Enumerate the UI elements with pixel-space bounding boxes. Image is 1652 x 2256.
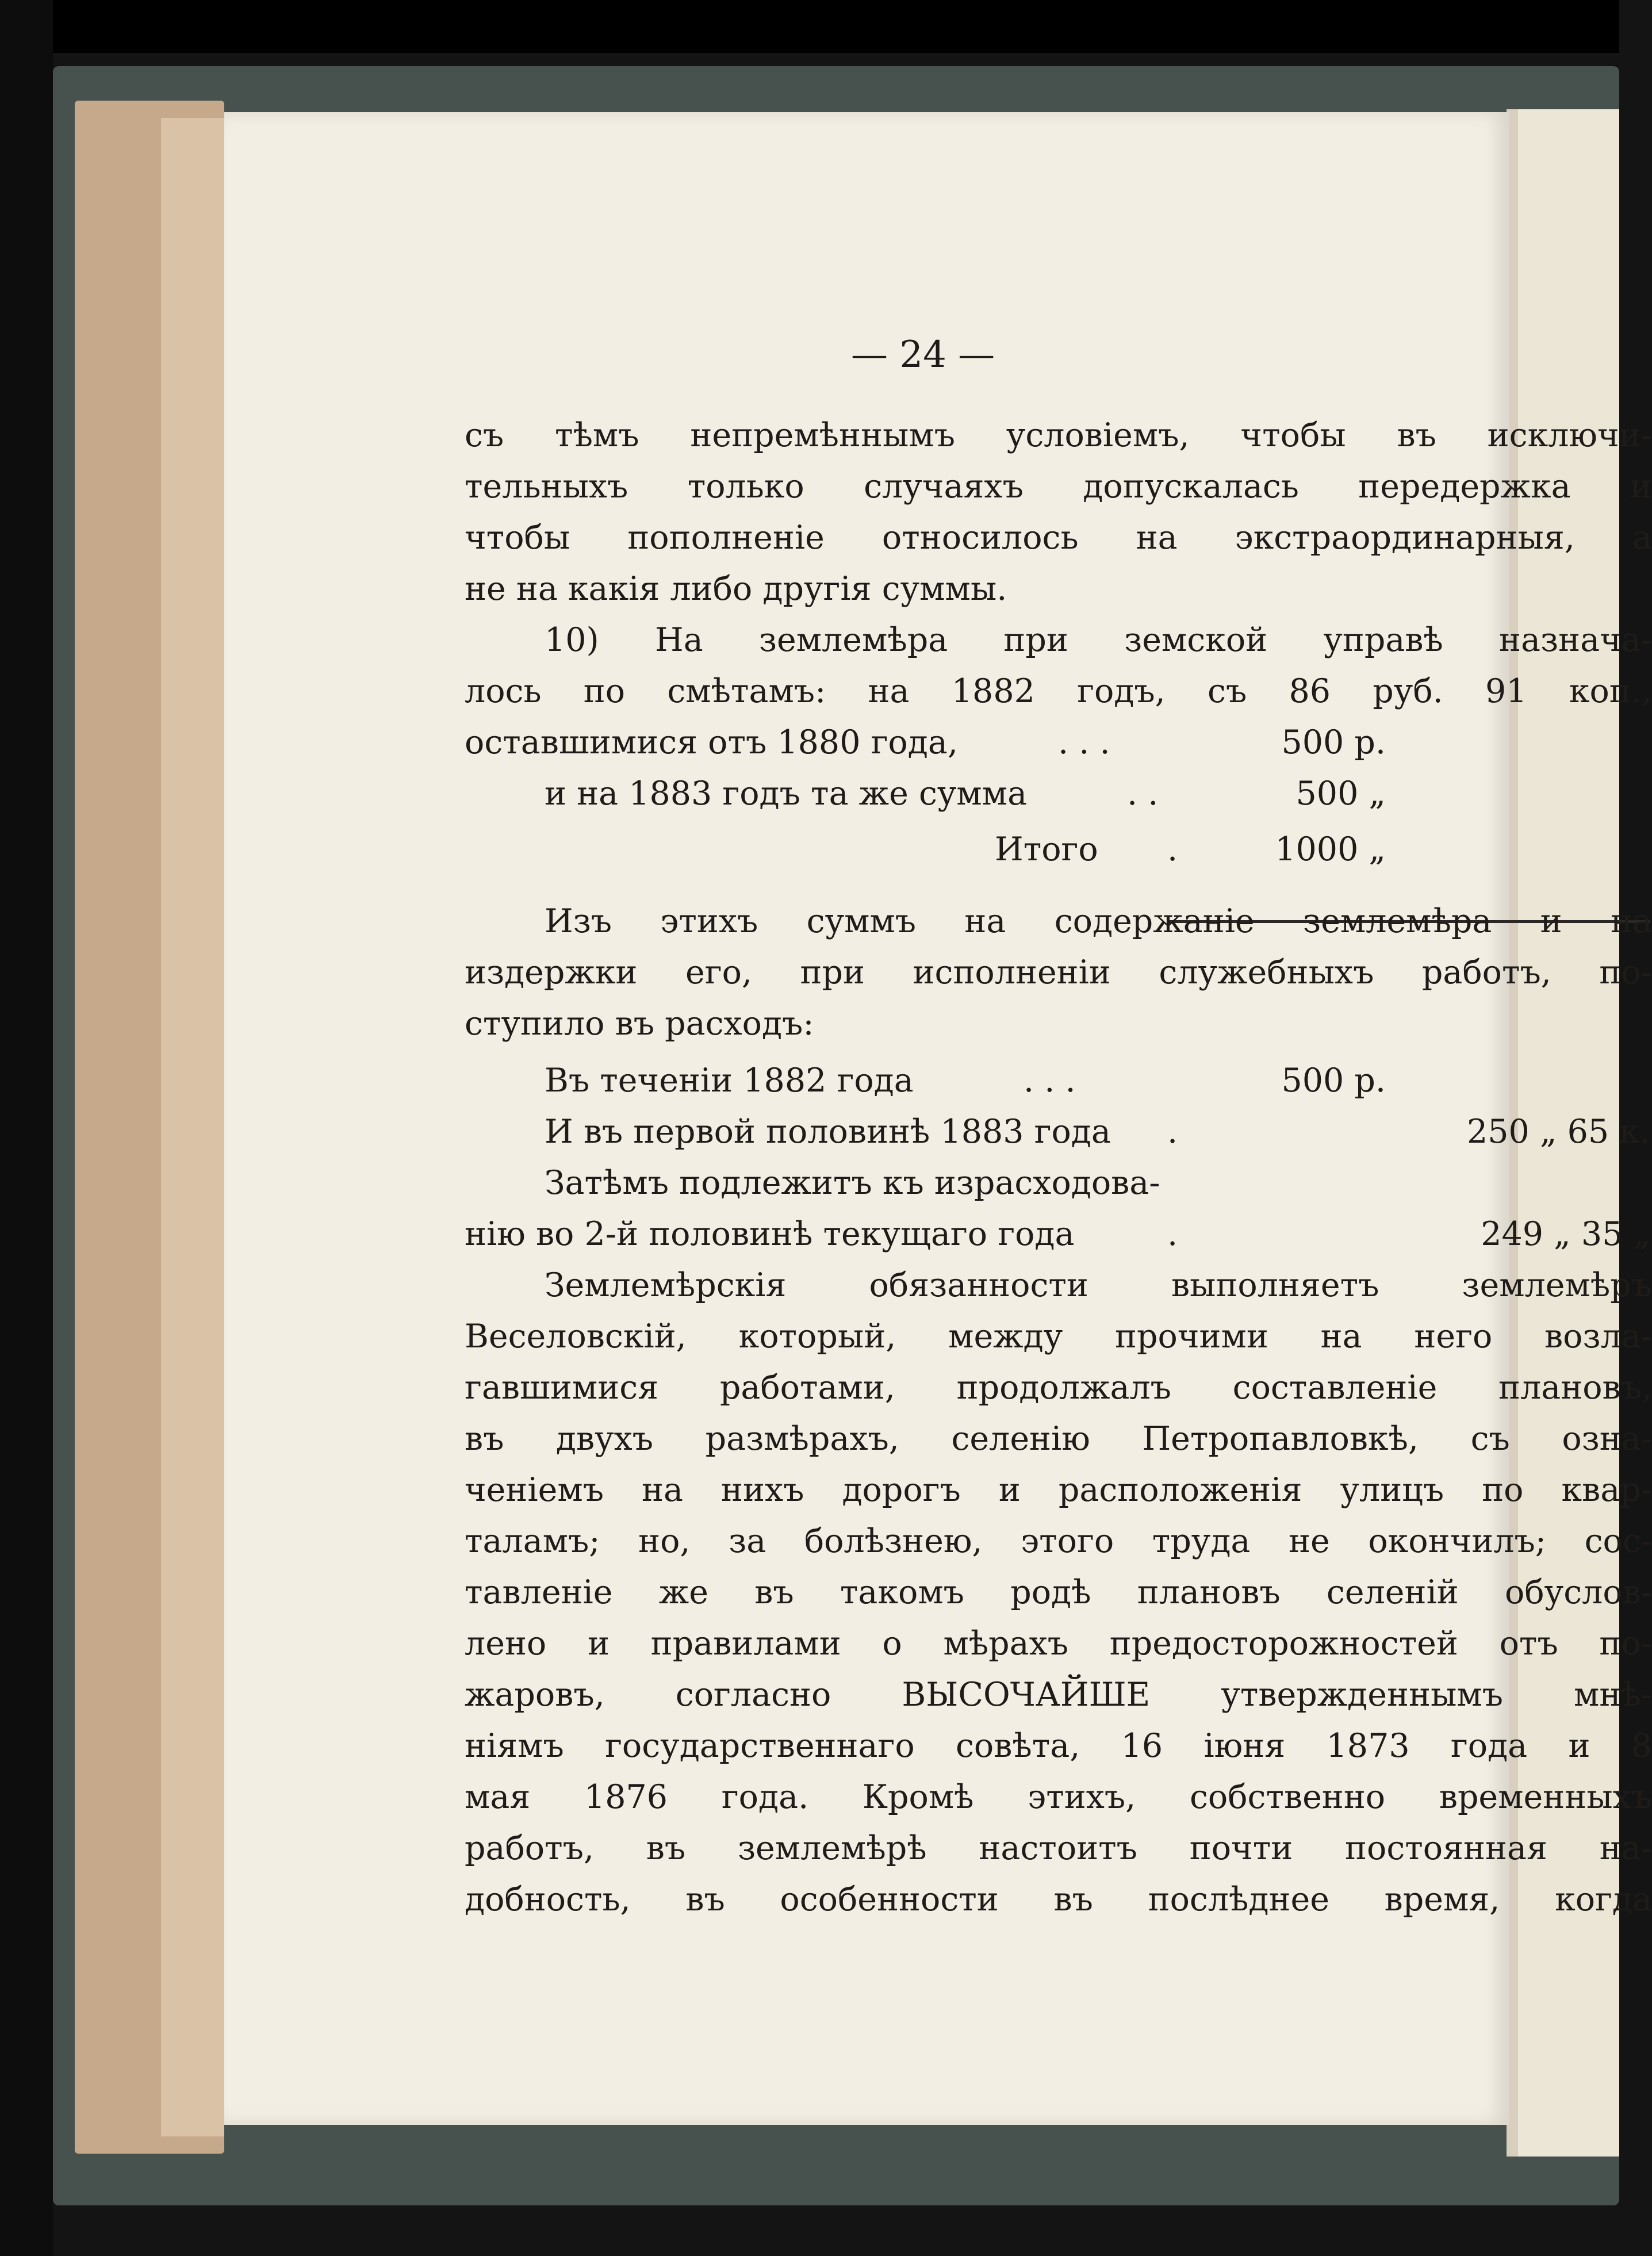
text-line: лено и правилами о мѣрахъ предосторожностей отъ по-	[465, 1625, 1652, 1663]
text-line: Землемѣрскія обязанности выполняетъ землемѣръ	[545, 1266, 1652, 1304]
expense-label: Въ теченіи 1882 года	[545, 1062, 914, 1100]
text-line: ступило въ расходъ:	[465, 1005, 814, 1043]
text-line: съ тѣмъ непремѣннымъ условіемъ, чтобы въ исключи-	[465, 416, 1652, 454]
text-line: лось по смѣтамъ: на 1882 годъ, съ 86 руб. 91 коп.,	[465, 672, 1652, 710]
budget-value: 500 „	[1295, 775, 1386, 813]
expense-dots: .	[1167, 1215, 1178, 1253]
expense-value: 250 „ 65 к.	[1467, 1113, 1650, 1151]
text-line: работъ, въ землемѣрѣ настоитъ почти постоянная на-	[465, 1829, 1652, 1867]
text-line: тельныхъ только случаяхъ допускалась передержка и	[465, 468, 1652, 505]
budget-value: 500 р.	[1281, 723, 1386, 761]
text-line: гавшимися работами, продолжалъ составленіе плановъ,	[465, 1369, 1652, 1407]
text-line: ніямъ государственнаго совѣта, 16 іюня 1873 года и 8	[465, 1727, 1652, 1765]
text-line: Изъ этихъ суммъ на содержаніе землемѣра и на	[545, 902, 1652, 940]
expense-label: И въ первой половинѣ 1883 года	[545, 1113, 1111, 1151]
text-line: Веселовскій, который, между прочими на него возла-	[465, 1317, 1652, 1355]
budget-label: оставшимися отъ 1880 года,	[465, 723, 958, 761]
expense-value: 249 „ 35 „	[1481, 1215, 1650, 1253]
text-line: таламъ; но, за болѣзнею, этого труда не окончилъ; сос-	[465, 1522, 1652, 1560]
text-line: добность, въ особенности въ послѣднее время, когда	[465, 1880, 1652, 1918]
text-line: тавленіе же въ такомъ родѣ плановъ селеній обуслов-	[465, 1573, 1652, 1611]
scan-background-left	[0, 0, 53, 2256]
text-line: въ двухъ размѣрахъ, селенію Петропавловкѣ, съ озна-	[465, 1420, 1652, 1458]
total-label: Итого	[995, 830, 1098, 868]
book-page	[224, 112, 1652, 2125]
text-line: мая 1876 года. Кромѣ этихъ, собственно временныхъ	[465, 1778, 1652, 1816]
budget-dots: . . .	[1058, 723, 1110, 761]
scan-background	[0, 0, 1619, 53]
total-dots: .	[1167, 830, 1178, 868]
inner-board-edge	[161, 118, 224, 2136]
page-number: — 24 —	[851, 334, 995, 376]
text-line: жаровъ, согласно ВЫСОЧАЙШЕ утвержденнымъ мнѣ-	[465, 1676, 1652, 1714]
text-line: 10) На землемѣра при земской управѣ назнача-	[545, 621, 1652, 659]
expense-label: Затѣмъ подлежитъ къ израсходова-	[545, 1164, 1160, 1202]
expense-label: нію во 2-й половинѣ текущаго года	[465, 1215, 1075, 1253]
budget-label: и на 1883 годъ та же сумма	[545, 775, 1028, 813]
total-value: 1000 „	[1275, 830, 1386, 868]
text-line: ченіемъ на нихъ дорогъ и расположенія улицъ по квар-	[465, 1471, 1652, 1509]
expense-dots: . . .	[1024, 1062, 1076, 1100]
text-line: издержки его, при исполненіи служебныхъ работъ, по-	[465, 953, 1652, 991]
budget-dots: . .	[1127, 775, 1159, 813]
expense-value: 500 р.	[1281, 1062, 1386, 1100]
text-line: чтобы пополненіе относилось на экстраординарныя, а	[465, 519, 1652, 557]
text-line: не на какія либо другія суммы.	[465, 570, 1007, 608]
expense-dots: .	[1167, 1113, 1178, 1151]
